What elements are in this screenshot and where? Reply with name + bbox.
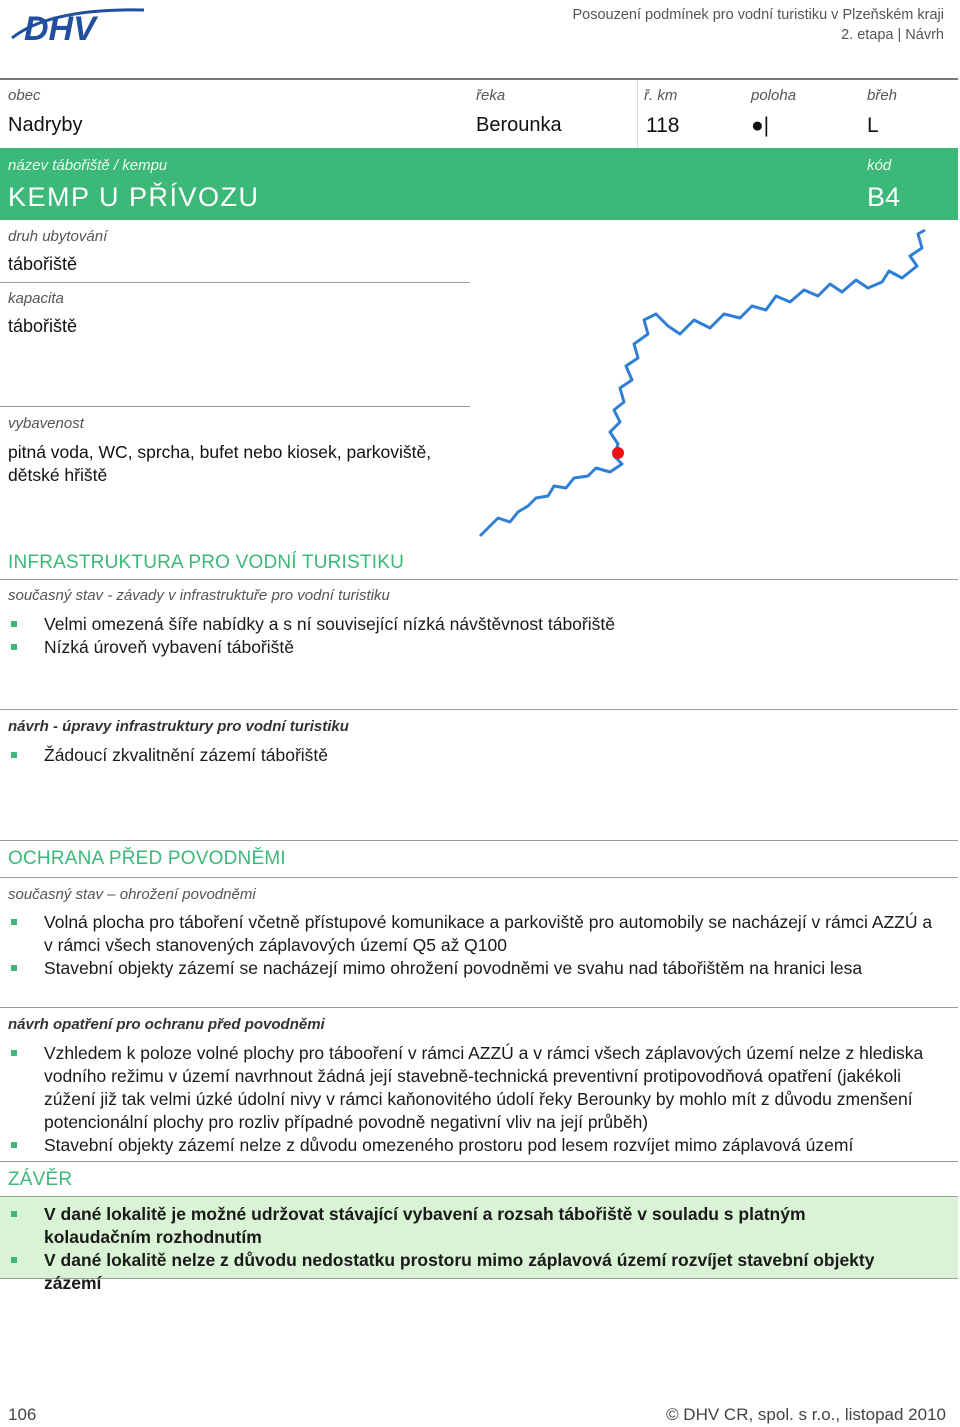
bullet-icon (11, 919, 17, 925)
infra-proposal-label: návrh - úpravy infrastruktury pro vodní turistiku (8, 718, 349, 735)
bullet-icon (11, 1211, 17, 1217)
bullet-icon (11, 621, 17, 627)
flood-proposal-list (8, 1042, 943, 1157)
list-item: Stavební objekty zázemí nelze z důvodu omezeného prostoru pod lesem rozvíjet mimo záplavová území (8, 1134, 943, 1157)
flood-top-rule (0, 840, 958, 841)
obec-label: obec (8, 87, 41, 104)
bullet-icon (11, 1050, 17, 1056)
druh-label: druh ubytování (8, 228, 108, 245)
poloha-value: ●| (751, 114, 770, 137)
list-item: V dané lokalitě je možné udržovat stávající vybavení a rozsah tábořiště v souladu s platným kolaudačním rozhodnutím (8, 1203, 908, 1249)
list-item: Volná plocha pro táboření včetně přístupové komunikace a parkoviště pro automobily se nacházejí v rámci AZZÚ a v rámci všech stanovených záplavových území Q5 až Q100 (8, 911, 943, 957)
bullet-icon (11, 1257, 17, 1263)
km-divider (637, 80, 638, 148)
conclusion-top-rule (0, 1161, 958, 1162)
kapacita-rule (0, 406, 470, 407)
breh-value: L (867, 114, 879, 137)
list-item: Stavební objekty zázemí se nacházejí mimo ohrožení povodněmi ve svahu nad tábořištěm na hranici lesa (8, 957, 943, 980)
vybavenost-label: vybavenost (8, 415, 84, 432)
kod-value: B4 (867, 182, 901, 212)
km-value: 118 (646, 114, 680, 137)
header-rule (0, 78, 958, 80)
km-label: ř. km (644, 87, 678, 104)
infra-proposal-rule (0, 709, 958, 710)
infra-rule (0, 579, 958, 580)
flood-heading: OCHRANA PŘED POVODNĚMI (8, 848, 286, 869)
dhv-logo-graphic (10, 4, 146, 46)
list-item: Vzhledem k poloze volné plochy pro tábooření v rámci AZZÚ a v rámci všech záplavových území nelze z hlediska vodního režimu v území navrhnout žádná její stavebně-technická preventivní protipovodňová opatření (jakékoli zúžení již tak velmi úzké údolní nivy v rámci kaňonovitého údolí řeky Berounky by mohlo mít z důvodu zmenšení potencionální plochy pro rozliv případné povodně negativní vliv na její průběh) (8, 1042, 943, 1134)
document-stage: 2. etapa | Návrh (841, 27, 944, 43)
camp-name-value: KEMP U PŘÍVOZU (8, 182, 260, 212)
flood-current-list (8, 911, 943, 980)
druh-value: tábořiště (8, 254, 78, 274)
flood-rule (0, 877, 958, 878)
reka-label: řeka (476, 87, 506, 104)
bullet-icon (11, 965, 17, 971)
vybavenost-value: pitná voda, WC, sprcha, bufet nebo kiosek, parkoviště, dětské hřiště (8, 442, 432, 485)
obec-value: Nadryby (8, 114, 83, 136)
page-number: 106 (8, 1405, 37, 1424)
reka-value: Berounka (476, 114, 562, 136)
camp-name-label: název tábořiště / kempu (8, 157, 168, 174)
infra-current-list (8, 613, 948, 659)
conclusion-list (8, 1203, 908, 1295)
list-item: Nízká úroveň vybavení tábořiště (8, 636, 948, 659)
breh-label: břeh (867, 87, 898, 104)
flood-current-label: současný stav – ohrožení povodněmi (8, 886, 256, 903)
flood-proposal-label: návrh opatření pro ochranu před povodněmi (8, 1016, 325, 1033)
bullet-icon (11, 1142, 17, 1148)
list-item: Žádoucí zkvalitnění zázemí tábořiště (8, 744, 948, 767)
dhv-logo (10, 4, 146, 46)
river-path-graphic (470, 222, 958, 542)
infra-proposal-list (8, 744, 948, 767)
list-item: Velmi omezená šíře nabídky a s ní související nízká návštěvnost tábořiště (8, 613, 948, 636)
poloha-label: poloha (751, 87, 797, 104)
flood-proposal-rule (0, 1007, 958, 1008)
conclusion-heading: ZÁVĚR (8, 1169, 73, 1190)
river-map (470, 222, 958, 542)
infra-current-label: současný stav - závady v infrastruktuře pro vodní turistiku (8, 587, 390, 604)
svg-text:DHV: DHV (24, 10, 96, 46)
kapacita-label: kapacita (8, 290, 64, 307)
kod-label: kód (867, 157, 892, 174)
document-title: Posouzení podmínek pro vodní turistiku v Plzeňském kraji (572, 7, 944, 23)
bullet-icon (11, 752, 17, 758)
camp-location-marker (612, 447, 624, 459)
list-item: V dané lokalitě nelze z důvodu nedostatku prostoru mimo záplavová území rozvíjet stavební objekty zázemí (8, 1249, 908, 1295)
druh-rule (0, 282, 470, 283)
footer-copyright: © DHV CR, spol. s r.o., listopad 2010 (666, 1405, 946, 1424)
bullet-icon (11, 644, 17, 650)
infra-heading: INFRASTRUKTURA PRO VODNÍ TURISTIKU (8, 552, 404, 573)
header-title (572, 5, 944, 45)
kapacita-value: tábořiště (8, 316, 78, 336)
